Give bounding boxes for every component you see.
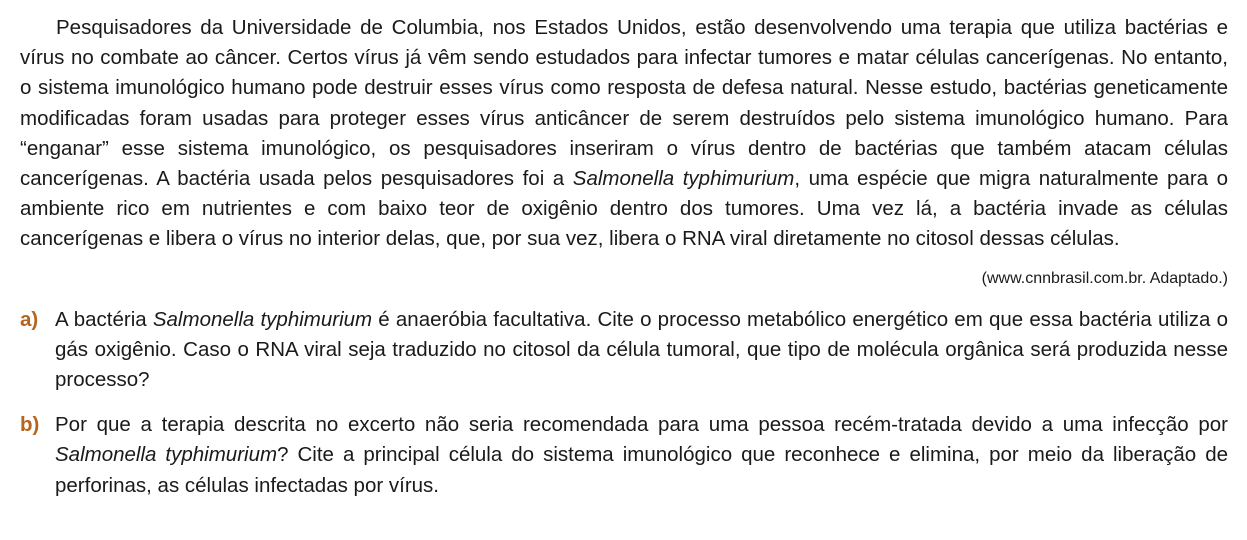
question-b-text-part2: ? Cite a principal célula do sistema imunológico que reconhece e elimina, por meio da liberação de perforinas, as células infectadas por vírus.	[55, 443, 1228, 497]
question-a-text-part2: é anaeróbia facultativa. Cite o processo metabólico energético em que essa bactéria utiliza o gás oxigênio. Caso o RNA viral seja traduzido no citosol da célula tumoral, que tipo de molécula orgânica será produzida nesse processo?	[55, 307, 1228, 392]
document-page	[20, 13, 1228, 501]
question-b-label: b)	[20, 413, 40, 437]
question-a-label: a)	[20, 307, 39, 331]
passage-paragraph	[20, 13, 1228, 255]
passage-text-part2: , uma espécie que migra naturalmente para o ambiente rico em nutrientes e com baixo teor de oxigênio dentro dos tumores. Uma vez lá, a bactéria invade as células cancerígenas e libera o vírus no interior delas, que, por sua vez, libera o RNA viral diretamente no citosol dessas células.	[20, 167, 1228, 251]
species-name: Salmonella typhimurium	[572, 167, 795, 191]
question-b-species: Salmonella typhimurium	[55, 443, 278, 467]
question-b	[20, 410, 1228, 501]
question-a-species: Salmonella typhimurium	[152, 307, 373, 331]
question-a-text-part1: A bactéria	[55, 307, 153, 331]
passage-text-part1: Pesquisadores da Universidade de Columbia, nos Estados Unidos, estão desenvolvendo uma terapia que utiliza bactérias e vírus no combate ao câncer. Certos vírus já vêm sendo estudados para infectar tumores e matar células cancerígenas. No entanto, o sistema imunológico humano pode destruir esses vírus como resposta de defesa natural. Nesse estudo, bactérias geneticamente modificadas foram usadas para proteger esses vírus anticâncer de serem destruídos pelo sistema imunológico humano. Para “enganar” esse sistema imunológico, os pesquisadores inseriram o vírus dentro de bactérias que também atacam células cancerígenas. A bactéria usada pelos pesquisadores foi a	[20, 16, 1228, 191]
source-citation: (www.cnnbrasil.com.br. Adaptado.)	[981, 269, 1228, 287]
question-a	[20, 305, 1228, 396]
question-b-text-part1: Por que a terapia descrita no excerto não seria recomendada para uma pessoa recém-tratada devido a uma infecção por	[55, 413, 1228, 437]
